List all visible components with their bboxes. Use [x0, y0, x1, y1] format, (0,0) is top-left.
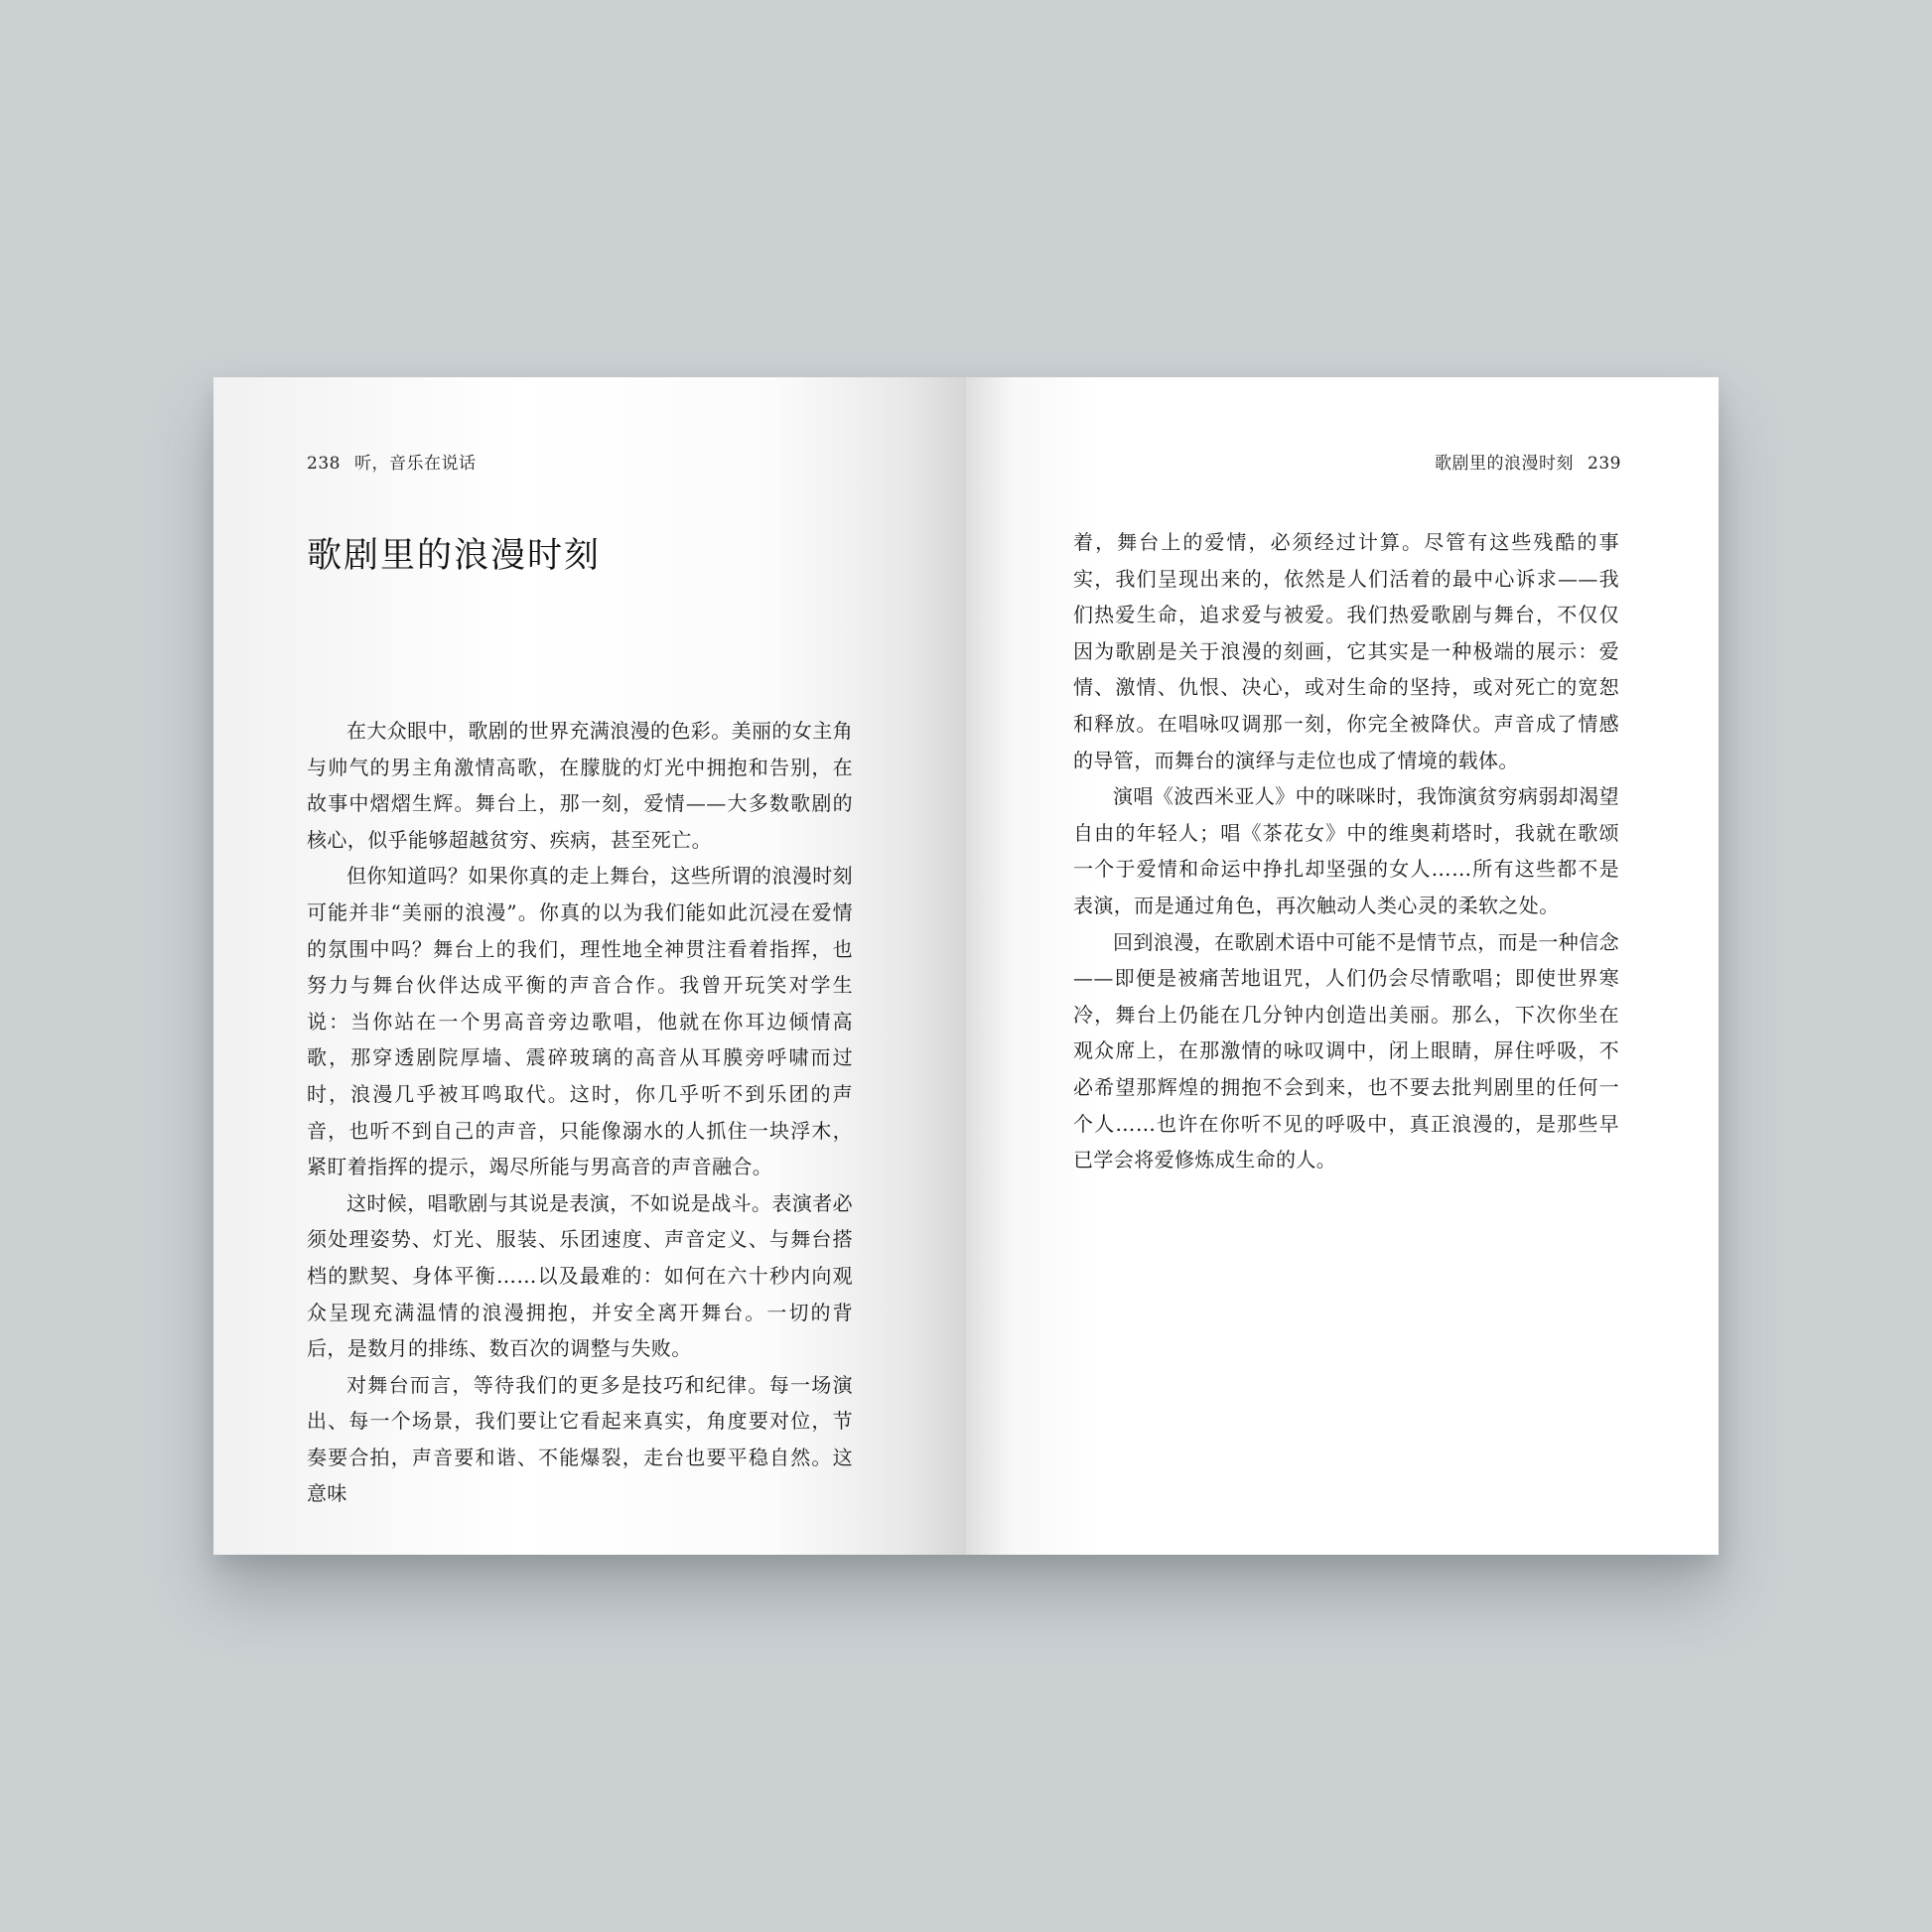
running-head-left [307, 449, 476, 474]
body-text-right [1073, 524, 1619, 1178]
left-page [213, 377, 966, 1555]
chapter-title: 歌剧里的浪漫时刻 [307, 536, 602, 576]
paragraph: 回到浪漫，在歌剧术语中可能不是情节点，而是一种信念——即便是被痛苦地诅咒，人们仍会尽情歌唱；即使世界寒冷，舞台上仍能在几分钟内创造出美丽。那么，下次你坐在观众席上，在那激情的咏叹调中，闭上眼睛，屏住呼吸，不必希望那辉煌的拥抱不会到来，也不要去批判剧里的任何一个人……也许在你听不见的呼吸中，真正浪漫的，是那些早已学会将爱修炼成生命的人。 [1073, 929, 1619, 1173]
body-text-left [307, 713, 853, 1512]
running-head-title: 听，音乐在说话 [353, 454, 477, 474]
paragraph: 在大众眼中，歌剧的世界充满浪漫的色彩。美丽的女主角与帅气的男主角激情高歌，在朦胧的灯光中拥抱和告别，在故事中熠熠生辉。舞台上，那一刻，爱情——大多数歌剧的核心，似乎能够超越贫穷、疾病，甚至死亡。 [307, 719, 853, 852]
paragraph: 但你知道吗？如果你真的走上舞台，这些所谓的浪漫时刻可能并非“美丽的浪漫”。你真的以为我们能如此沉浸在爱情的氛围中吗？舞台上的我们，理性地全神贯注看着指挥，也努力与舞台伙伴达成平衡的声音合作。我曾开玩笑对学生说：当你站在一个男高音旁边歌唱，他就在你耳边倾情高歌，那穿透剧院厚墙、震碎玻璃的高音从耳膜旁呼啸而过时，浪漫几乎被耳鸣取代。这时，你几乎听不到乐团的声音，也听不到自己的声音，只能像溺水的人抓住一块浮木，紧盯着指挥的提示，竭尽所能与男高音的声音融合。 [307, 864, 853, 1179]
page-number: 239 [1587, 454, 1621, 474]
open-book [213, 377, 1719, 1555]
running-head-right [1435, 449, 1621, 474]
running-head-title: 歌剧里的浪漫时刻 [1435, 454, 1575, 474]
right-page [966, 377, 1719, 1555]
paragraph: 这时候，唱歌剧与其说是表演，不如说是战斗。表演者必须处理姿势、灯光、服装、乐团速度、声音定义、与舞台搭档的默契、身体平衡……以及最难的：如何在六十秒内向观众呈现充满温情的浪漫拥抱，并安全离开舞台。一切的背后，是数月的排练、数百次的调整与失败。 [307, 1190, 853, 1361]
page-number: 238 [307, 454, 341, 474]
paragraph: 演唱《波西米亚人》中的咪咪时，我饰演贫穷病弱却渴望自由的年轻人；唱《茶花女》中的维奥莉塔时，我就在歌颂一个于爱情和命运中挣扎却坚强的女人……所有这些都不是表演，而是通过角色，再次触动人类心灵的柔软之处。 [1073, 784, 1619, 917]
paragraph-continued: 着，舞台上的爱情，必须经过计算。尽管有这些残酷的事实，我们呈现出来的，依然是人们活着的最中心诉求——我们热爱生命，追求爱与被爱。我们热爱歌剧与舞台，不仅仅因为歌剧是关于浪漫的刻画，它其实是一种极端的展示：爱情、激情、仇恨、决心，或对生命的坚持，或对死亡的宽恕和释放。在唱咏叹调那一刻，你完全被降伏。声音成了情感的导管，而舞台的演绎与走位也成了情境的载体。 [1073, 530, 1619, 772]
paragraph: 对舞台而言，等待我们的更多是技巧和纪律。每一场演出、每一个场景，我们要让它看起来真实，角度要对位，节奏要合拍，声音要和谐、不能爆裂，走台也要平稳自然。这意味 [307, 1372, 853, 1506]
